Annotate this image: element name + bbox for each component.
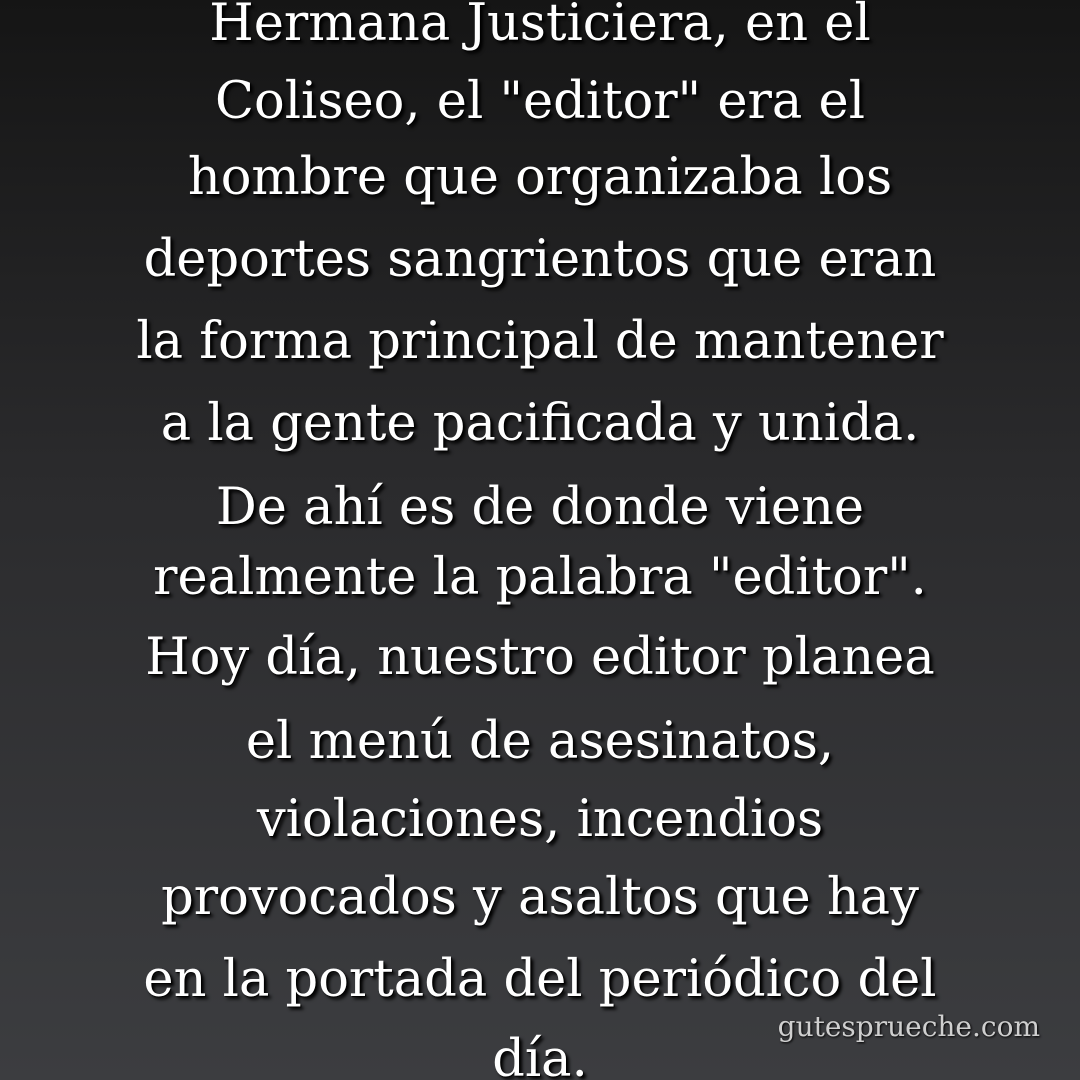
quote-line: provocados y asaltos que hay bbox=[161, 868, 919, 927]
quote-line: la forma principal de mantener bbox=[136, 312, 944, 371]
quote-line: De ahí es de donde viene bbox=[215, 478, 865, 537]
quote-line: el menú de asesinatos, bbox=[245, 712, 835, 771]
quote-line: deportes sangrientos que eran bbox=[143, 230, 937, 289]
quote-line: en la portada del periódico del bbox=[143, 950, 937, 1009]
quote-line: Hermana Justiciera, en el bbox=[209, 0, 871, 53]
quote-line: a la gente pacificada y unida. bbox=[160, 394, 920, 453]
watermark: gutesprueche.com bbox=[777, 1010, 1040, 1043]
quote-line: Coliseo, el "editor" era el bbox=[214, 72, 866, 131]
quote-line: hombre que organizaba los bbox=[187, 148, 893, 207]
quote-line: violaciones, incendios bbox=[256, 790, 824, 849]
quote-line: día. bbox=[492, 1030, 588, 1080]
quote-line: realmente la palabra "editor". bbox=[153, 548, 927, 607]
quote-line: Hoy día, nuestro editor planea bbox=[145, 628, 935, 687]
